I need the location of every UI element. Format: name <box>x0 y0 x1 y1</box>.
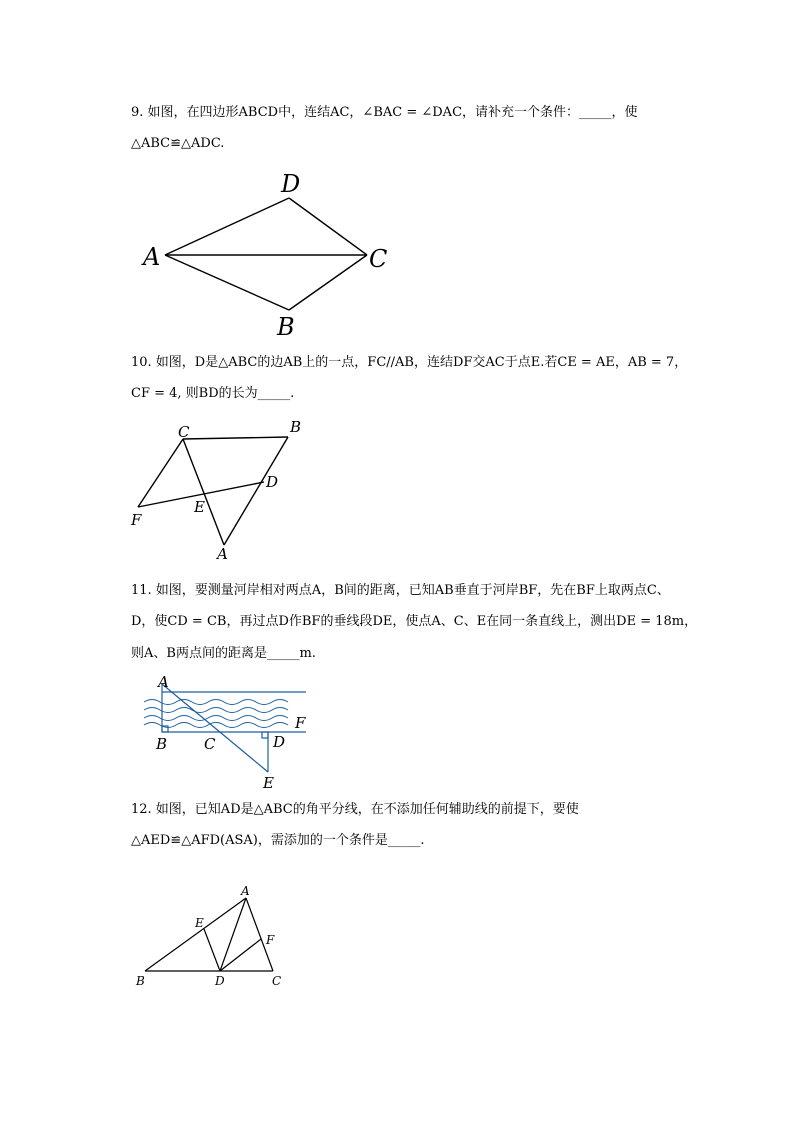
q11-label-a: A <box>158 673 169 691</box>
q10-figure <box>128 415 318 570</box>
q12-label-c: C <box>272 974 282 988</box>
q10-label-f: F <box>131 511 142 529</box>
q12-label-f: F <box>266 933 275 947</box>
q10-label-a: A <box>217 545 228 563</box>
q10-label-e: E <box>194 498 205 516</box>
q11-label-d: D <box>273 733 286 751</box>
q10-label-c: C <box>178 423 190 441</box>
q9-line-2: △ABC≌△ADC. <box>131 136 225 151</box>
q12-label-e: E <box>195 916 204 930</box>
q12-figure <box>128 878 298 993</box>
q10-label-d: D <box>266 473 279 491</box>
q11-line-1: 11. 如图，要测量河岸相对两点A，B间的距离，已知AB垂直于河岸BF，先在BF上取两点C、 <box>131 583 670 598</box>
q11-label-c: C <box>204 735 216 753</box>
q12-line-1: 12. 如图，已知AD是△ABC的角平分线，在不添加任何辅助线的前提下，要使 <box>131 802 579 817</box>
q11-label-f: F <box>295 714 306 732</box>
q12-label-a: A <box>241 884 250 898</box>
q10-label-b: B <box>290 418 302 436</box>
q9-line-1: 9. 如图，在四边形ABCD中，连结AC，∠BAC = ∠DAC，请补充一个条件：_____，使 <box>131 105 638 120</box>
q10-line-2: CF = 4, 则BD的长为_____. <box>131 386 295 401</box>
q12-label-b: B <box>136 974 145 988</box>
q9-label-b: B <box>277 313 295 340</box>
q10-line-1: 10. 如图，D是△ABC的边AB上的一点，FC//AB，连结DF交AC于点E.若CE = AE，AB = 7， <box>131 355 688 370</box>
q11-label-b: B <box>156 735 168 753</box>
q9-label-a: A <box>143 243 161 271</box>
q12-line-2: △AED≌△AFD(ASA)，需添加的一个条件是_____. <box>131 833 425 848</box>
q11-label-e: E <box>263 774 274 792</box>
q11-figure <box>140 672 320 794</box>
q9-label-d: D <box>281 170 301 198</box>
q9-label-c: C <box>369 245 388 273</box>
q11-line-2: D，使CD = CB，再过点D作BF的垂线段DE，使点A、C、E在同一条直线上，测出DE = 18m， <box>131 614 698 629</box>
q11-line-3: 则A、B两点间的距离是_____m. <box>131 646 316 661</box>
q9-figure <box>135 165 405 340</box>
q12-label-d: D <box>215 974 225 988</box>
